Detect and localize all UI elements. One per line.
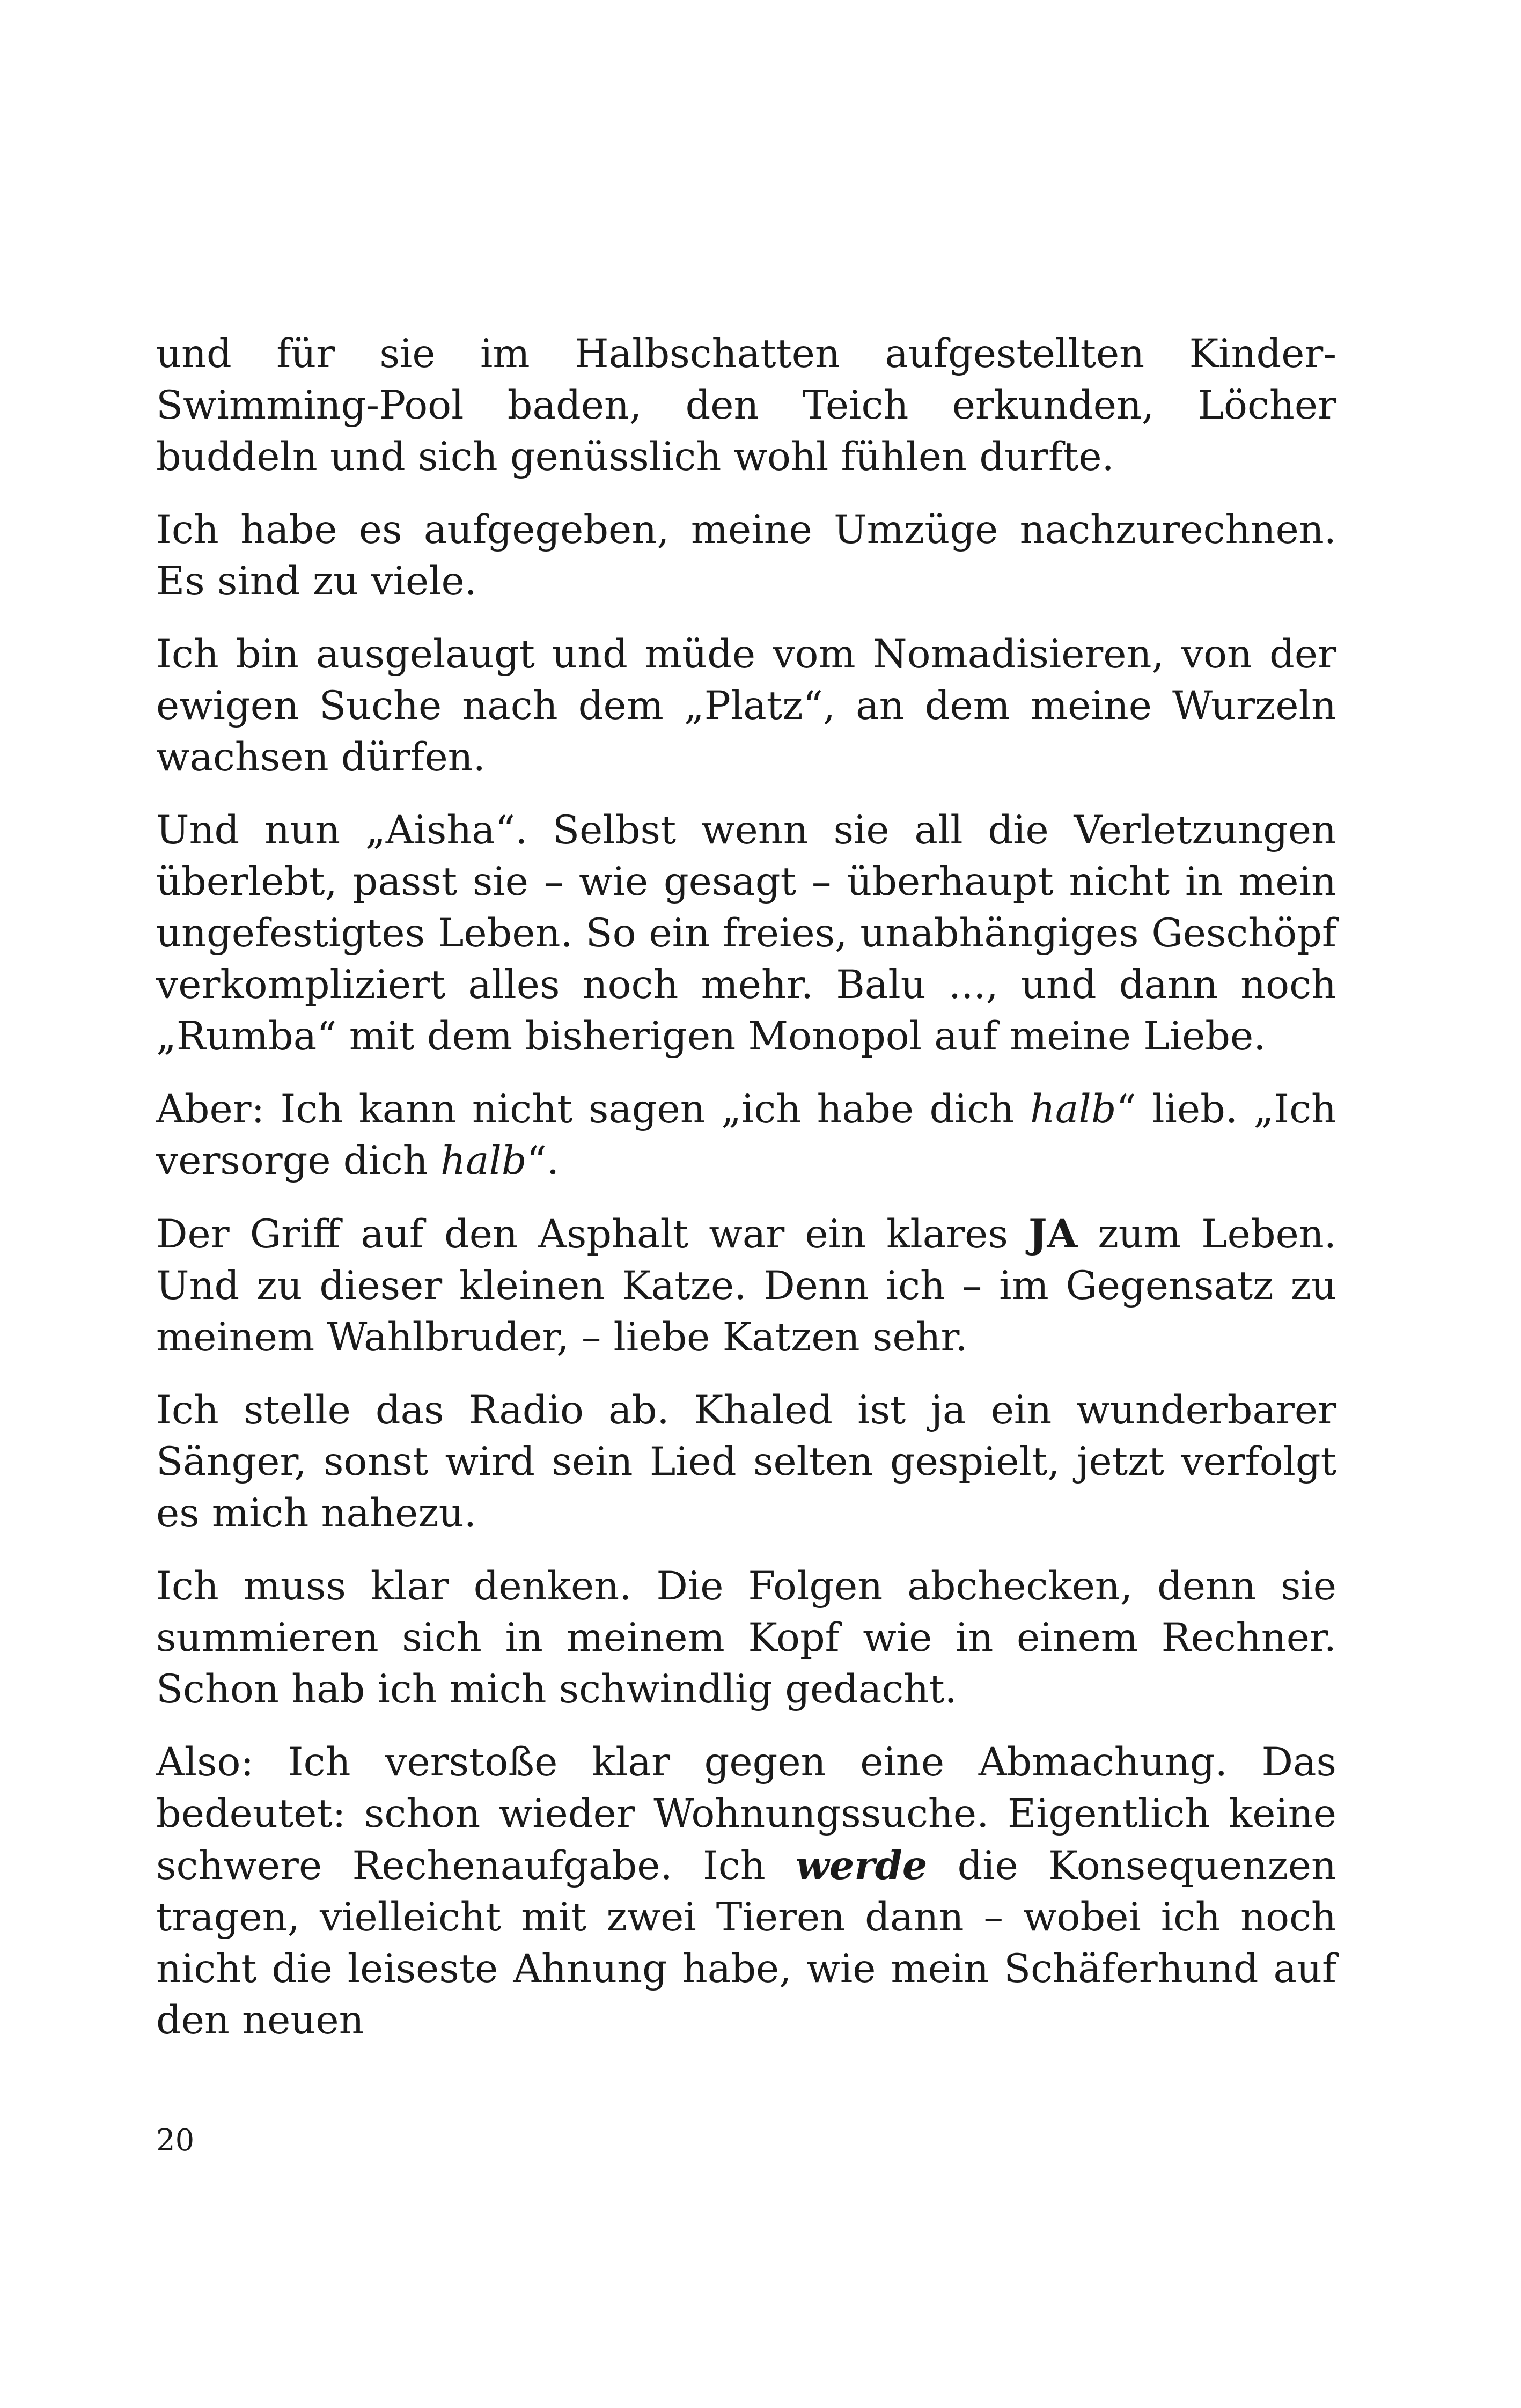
emphasis-italic: halb: [440, 1138, 527, 1184]
body-text: [156, 328, 1336, 2046]
paragraph-2: [156, 504, 1336, 607]
paragraph-text: “ lieb. „Ich versorge dich: [156, 1086, 1336, 1184]
paragraph-text: Also: Ich verstoße klar gegen eine Abmachung. Das bedeutet: schon wieder Wohnungssuche. Eigentlich keine schwere Rechenaufgabe. Ich: [156, 1739, 1336, 1889]
paragraph-5: [156, 1084, 1336, 1187]
paragraph-text: Ich habe es aufgegeben, meine Umzüge nachzurechnen. Es sind zu viele.: [156, 507, 1336, 604]
paragraph-3: [156, 629, 1336, 783]
paragraph-text: Ich bin ausgelaugt und müde vom Nomadisieren, von der ewigen Suche nach dem „Platz“, an dem meine Wurzeln wachsen dürfen.: [156, 632, 1336, 780]
paragraph-8: [156, 1561, 1336, 1715]
emphasis-bold-italic: werde: [796, 1842, 928, 1889]
paragraph-7: [156, 1385, 1336, 1539]
emphasis-bold: JA: [1028, 1211, 1078, 1257]
paragraph-9: [156, 1737, 1336, 2046]
paragraph-text: Aber: Ich kann nicht sagen „ich habe dich: [156, 1086, 1030, 1132]
paragraph-text: zum Leben. Und zu dieser kleinen Katze. Denn ich – im Gegensatz zu meinem Wahlbruder, – liebe Katzen sehr.: [156, 1212, 1336, 1360]
page-number: 20: [156, 2123, 195, 2158]
paragraph-4: [156, 805, 1336, 1062]
paragraph-6: [156, 1208, 1336, 1363]
paragraph-text: Der Griff auf den Asphalt war ein klares: [156, 1212, 1028, 1257]
paragraph-1: [156, 328, 1336, 483]
paragraph-text: die Konsequenzen tragen, vielleicht mit zwei Tieren dann – wobei ich noch nicht die leiseste Ahnung habe, wie mein Schäferhund auf den neuen: [156, 1843, 1337, 2043]
paragraph-text: Ich muss klar denken. Die Folgen abchecken, denn sie summieren sich in meinem Kopf wie in einem Rechner. Schon hab ich mich schwindlig gedacht.: [156, 1563, 1336, 1712]
emphasis-italic: halb: [1030, 1086, 1116, 1132]
paragraph-text: und für sie im Halbschatten aufgestellten Kinder-Swimming-Pool baden, den Teich erkunden, Löcher buddeln und sich genüsslich wohl fühlen durfte.: [156, 331, 1336, 480]
paragraph-text: Und nun „Aisha“. Selbst wenn sie all die Verletzungen überlebt, passt sie – wie gesagt – überhaupt nicht in mein ungefestigtes Leben. So ein freies, unabhängiges Geschöpf verkompliziert alles noch mehr. Balu ..., und dann noch „Rumba“ mit dem bisherigen Monopol auf meine Liebe.: [156, 807, 1336, 1059]
paragraph-text: “.: [526, 1138, 560, 1184]
paragraph-text: Ich stelle das Radio ab. Khaled ist ja ein wunderbarer Sänger, sonst wird sein Lied selten gespielt, jetzt verfolgt es mich nahezu.: [156, 1387, 1336, 1536]
